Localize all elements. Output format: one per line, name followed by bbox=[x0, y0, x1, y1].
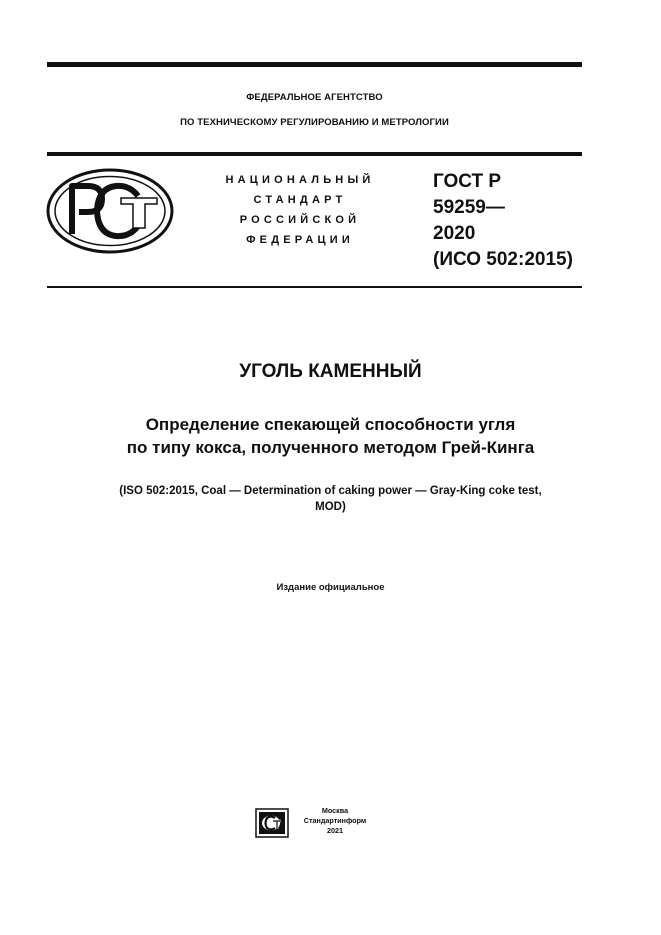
english-title-line-2: MOD) bbox=[315, 501, 346, 513]
edition-label: Издание официальное bbox=[276, 582, 385, 593]
gost-designation-line-2: 59259— bbox=[433, 197, 505, 218]
document-subtitle-line-1: Определение спекающей способности угля bbox=[145, 415, 516, 434]
document-title: УГОЛЬ КАМЕННЫЙ bbox=[239, 361, 422, 382]
standard-type-line-2: СТАНДАРТ bbox=[253, 194, 347, 206]
publisher-year: 2021 bbox=[327, 826, 343, 835]
gost-designation-line-1: ГОСТ Р bbox=[433, 171, 502, 192]
standard-type-line-3: РОССИЙСКОЙ bbox=[239, 214, 361, 226]
agency-line-2: ПО ТЕХНИЧЕСКОМУ РЕГУЛИРОВАНИЮ И МЕТРОЛОГИИ bbox=[180, 117, 449, 128]
publisher-info bbox=[300, 806, 370, 836]
standard-type-line-1: НАЦИОНАЛЬНЫЙ bbox=[225, 174, 375, 186]
top-rule bbox=[47, 62, 582, 67]
publisher-name: Стандартинформ bbox=[303, 816, 367, 825]
english-title-line-1: (ISO 502:2015, Coal — Determination of caking power — Gray-King coke test, bbox=[119, 485, 542, 497]
header-rule bbox=[47, 152, 582, 156]
publisher-city: Москва bbox=[321, 806, 349, 815]
standard-type-line-4: ФЕДЕРАЦИИ bbox=[246, 234, 354, 246]
standartinform-logo-icon bbox=[255, 808, 289, 838]
gost-designation-line-4: (ИСО 502:2015) bbox=[433, 249, 573, 270]
rst-logo-icon bbox=[46, 168, 174, 254]
gost-designation-line-3: 2020 bbox=[433, 223, 476, 244]
standard-block-rule bbox=[47, 286, 582, 288]
document-subtitle-line-2: по типу кокса, полученного методом Грей-Кинга bbox=[126, 438, 535, 457]
agency-line-1: ФЕДЕРАЛЬНОЕ АГЕНТСТВО bbox=[246, 92, 383, 103]
